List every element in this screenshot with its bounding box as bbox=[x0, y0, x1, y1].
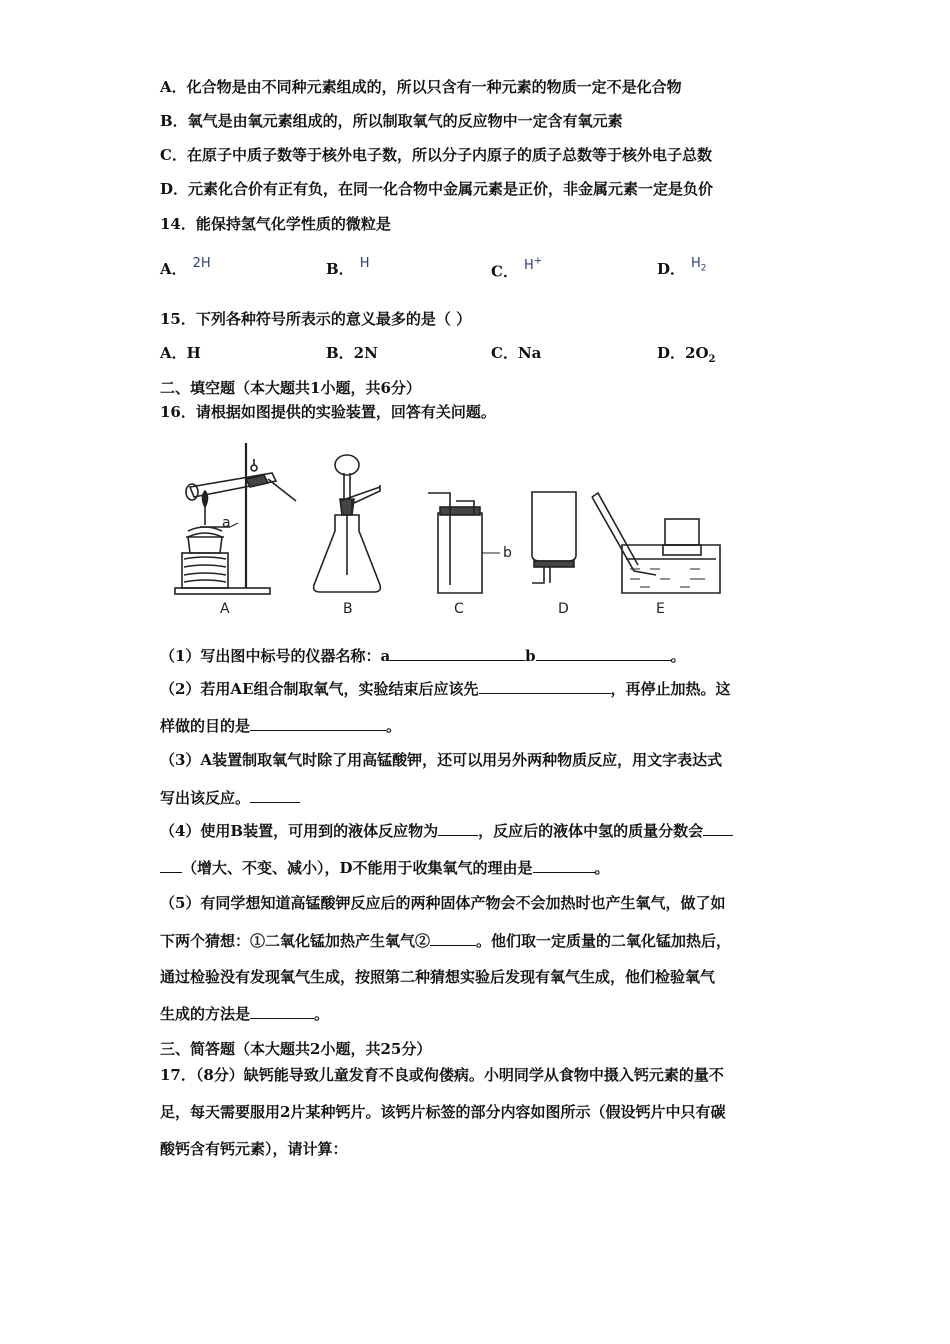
q13-option-d: D．元素化合价有正有负，在同一化合物中金属元素是正价，非金属元素一定是负价 bbox=[160, 180, 714, 198]
q16-part4-line2: （增大、不变、减小），D不能用于收集氧气的理由是 。 bbox=[160, 858, 610, 878]
answer-blank[interactable] bbox=[250, 1004, 314, 1019]
formula-symbol: H+ bbox=[523, 256, 543, 274]
q17-line1: 17．（8分）缺钙能导致儿童发育不良或佝偻病。小明同学从食物中摄入钙元素的量不 bbox=[160, 1066, 724, 1084]
answer-blank[interactable] bbox=[533, 858, 595, 873]
answer-blank[interactable] bbox=[250, 788, 300, 803]
q16-part1: （1）写出图中标号的仪器名称：a b 。 bbox=[160, 647, 686, 665]
q16-part2-line2: 样做的目的是 。 bbox=[160, 717, 402, 735]
apparatus-d bbox=[532, 492, 576, 583]
answer-blank[interactable] bbox=[390, 646, 525, 661]
figure-label-c: C bbox=[454, 601, 464, 617]
figure-label-a: A bbox=[220, 601, 230, 617]
answer-blank[interactable] bbox=[160, 858, 182, 873]
q13-option-a: A．化合物是由不同种元素组成的，所以只含有一种元素的物质一定不是化合物 bbox=[160, 78, 682, 96]
q14-stem: 14．能保持氢气化学性质的微粒是 bbox=[160, 215, 391, 233]
answer-blank[interactable] bbox=[536, 646, 671, 661]
q15-option-a: A．H bbox=[160, 344, 201, 362]
q16-stem: 16．请根据如图提供的实验装置，回答有关问题。 bbox=[160, 403, 496, 421]
q16-part5-line2: 下两个猜想：①二氧化锰加热产生氧气② 。他们取一定质量的二氧化锰加热后， bbox=[160, 932, 732, 950]
answer-blank[interactable] bbox=[703, 821, 733, 836]
answer-blank[interactable] bbox=[430, 931, 476, 946]
figure-label-e: E bbox=[656, 601, 665, 617]
q14-option-d: D． $H_2$ bbox=[657, 256, 707, 278]
section-3-heading: 三、简答题（本大题共2小题，共25分） bbox=[160, 1040, 432, 1058]
q14-option-b: B． H bbox=[326, 256, 370, 278]
figure-label-d: D bbox=[558, 601, 569, 617]
apparatus-c bbox=[428, 493, 500, 593]
q15-stem: 15．下列各种符号所表示的意义最多的是（ ） bbox=[160, 310, 472, 328]
figure-label-b: B bbox=[343, 601, 353, 617]
q15-option-c: C．Na bbox=[491, 344, 542, 362]
q16-part5-line1: （5）有同学想知道高锰酸钾反应后的两种固体产物会不会加热时也产生氧气，做了如 bbox=[160, 894, 726, 912]
q16-part3-line2: 写出该反应。 bbox=[160, 788, 300, 808]
lab-apparatus-figure bbox=[160, 435, 760, 620]
formula-symbol: $H_2$ bbox=[691, 256, 707, 274]
q16-part3-line1: （3）A装置制取氧气时除了用高锰酸钾，还可以用另外两种物质反应，用文字表达式 bbox=[160, 751, 723, 769]
apparatus-a bbox=[175, 443, 296, 594]
q17-line2: 足，每天需要服用2片某种钙片。该钙片标签的部分内容如图所示（假设钙片中只有碳 bbox=[160, 1103, 726, 1121]
q15-option-d: D．$2O_2$ bbox=[657, 344, 716, 365]
q15-option-b: B．2N bbox=[326, 344, 378, 362]
apparatus-b bbox=[314, 455, 381, 592]
q16-part5-line4: 生成的方法是 。 bbox=[160, 1005, 330, 1023]
answer-blank[interactable] bbox=[250, 716, 386, 731]
q13-option-c: C．在原子中质子数等于核外电子数，所以分子内原子的质子总数等于核外电子总数 bbox=[160, 146, 712, 164]
formula-symbol: 2H bbox=[192, 256, 211, 271]
q16-part4-line1: （4）使用B装置，可用到的液体反应物为 ，反应后的液体中氢的质量分数会 bbox=[160, 821, 733, 841]
q13-option-b: B．氧气是由氧元素组成的，所以制取氧气的反应物中一定含有氧元素 bbox=[160, 112, 623, 130]
q17-line3: 酸钙含有钙元素），请计算： bbox=[160, 1140, 348, 1158]
answer-blank[interactable] bbox=[438, 821, 478, 836]
q14-option-c: C． H+ bbox=[491, 256, 543, 281]
section-2-heading: 二、填空题（本大题共1小题，共6分） bbox=[160, 379, 421, 397]
answer-blank[interactable] bbox=[479, 679, 611, 694]
apparatus-e bbox=[592, 493, 720, 593]
figure-mark-b: b bbox=[503, 545, 512, 561]
q16-part5-line3: 通过检验没有发现氧气生成，按照第二种猜想实验后发现有氧气生成，他们检验氧气 bbox=[160, 968, 716, 986]
formula-symbol: H bbox=[359, 256, 370, 271]
q14-option-a: A． 2H bbox=[160, 256, 211, 278]
figure-mark-a: a bbox=[222, 515, 231, 531]
q16-part2-line1: （2）若用AE组合制取氧气，实验结束后应该先 ，再停止加热。这 bbox=[160, 680, 731, 698]
